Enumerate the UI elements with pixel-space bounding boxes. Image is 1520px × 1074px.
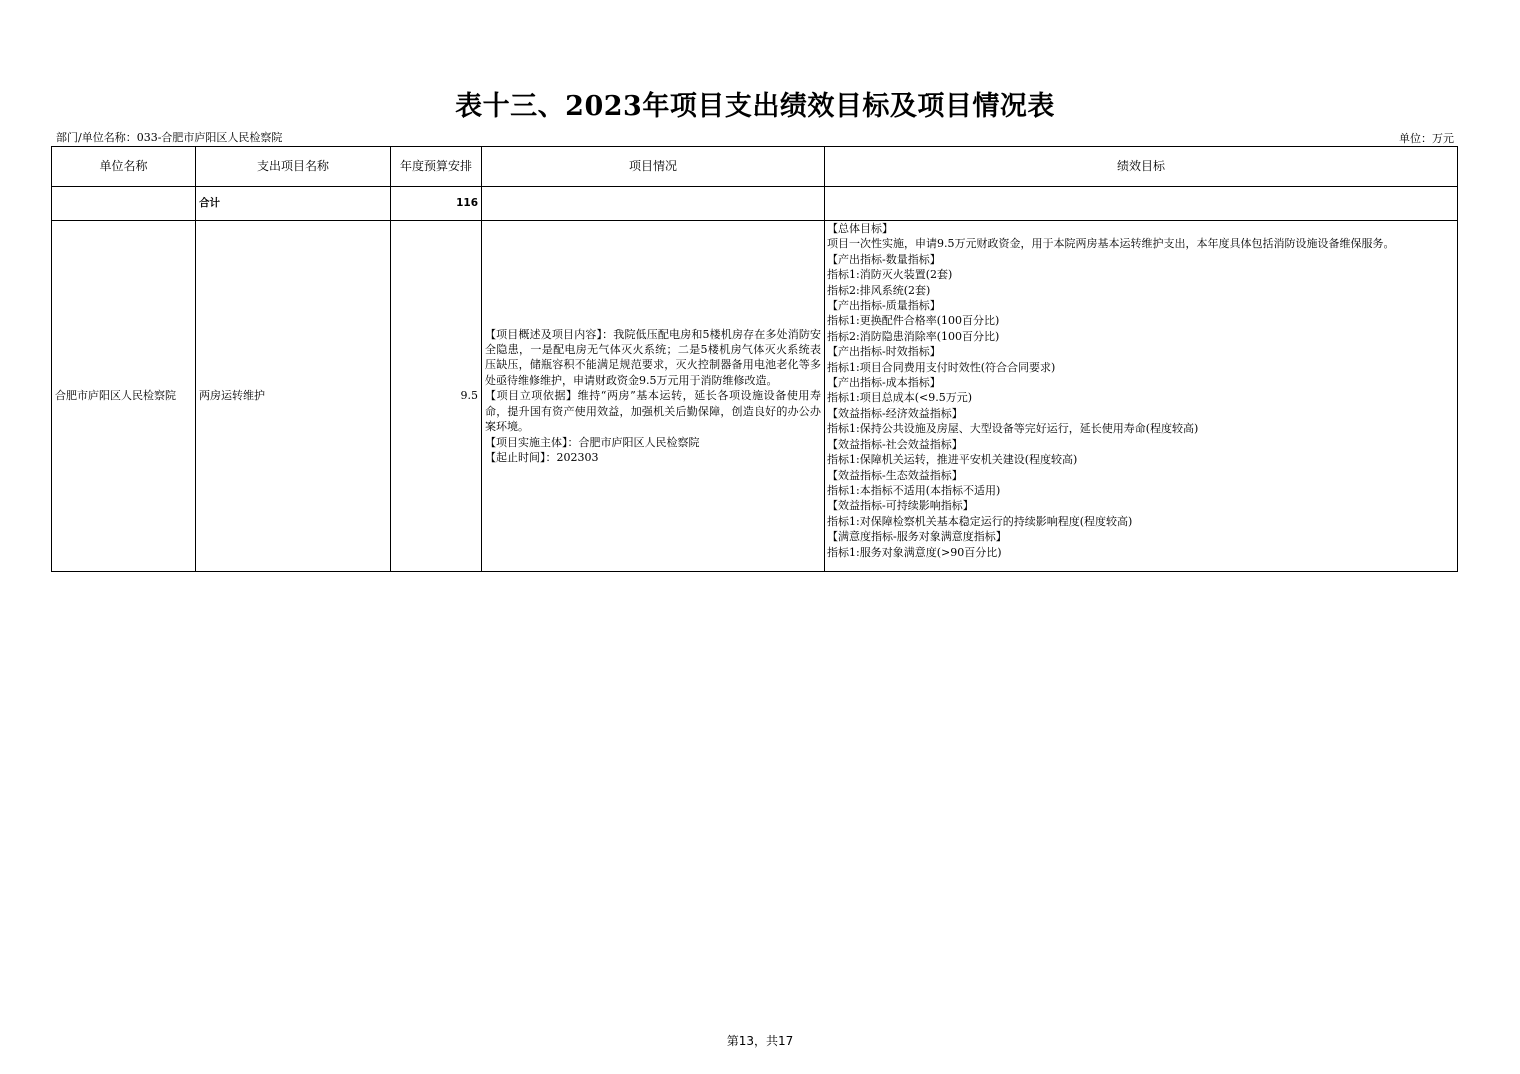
header-project-name: 支出项目名称 [196,147,391,187]
row-project-name: 两房运转维护 [196,221,391,572]
perf-line: 【总体目标】 [827,222,893,235]
page-title: 表十三、2023年项目支出绩效目标及项目情况表 [455,91,1055,122]
perf-line: 指标1:保持公共设施及房屋、大型设备等完好运行，延长使用寿命(程度较高) [827,422,1199,436]
department-label: 部门/单位名称：033-合肥市庐阳区人民检察院 [56,131,283,144]
perf-line: 【满意度指标-服务对象满意度指标】 [827,530,1007,544]
perf-line: 【效益指标-社会效益指标】 [827,437,963,451]
page-number: 第13，共17 [726,1034,794,1048]
header-unit-name: 单位名称 [52,147,196,187]
perf-line: 项目一次性实施，申请9.5万元财政资金，用于本院两房基本运转维护支出，本年度具体包括消防设施设备维保服务。 [827,237,1395,251]
total-value: 116 [391,187,482,221]
perf-line: 指标1:更换配件合格率(100百分比) [827,314,1000,328]
perf-line: 【效益指标-生态效益指标】 [827,468,963,482]
project-subject: 【项目实施主体】：合肥市庐阳区人民检察院 [485,435,700,449]
perf-line: 指标1:服务对象满意度(>90百分比) [827,545,1002,559]
perf-line: 指标2:消防隐患消除率(100百分比) [827,329,1000,343]
perf-line: 指标1:保障机关运转，推进平安机关建设(程度较高) [827,453,1078,467]
perf-line: 指标2:排风系统(2套) [827,283,931,297]
header-project-info: 项目情况 [482,147,825,187]
perf-line: 指标1:项目总成本(<9.5万元) [827,391,972,405]
performance-table [51,146,1458,572]
perf-line: 【产出指标-质量指标】 [827,299,941,313]
row-project-info [482,221,825,572]
perf-line: 【效益指标-可持续影响指标】 [827,499,974,513]
header-performance: 绩效目标 [825,147,1458,187]
row-budget: 9.5 [391,221,482,572]
total-empty-cell [482,187,825,221]
row-unit-name: 合肥市庐阳区人民检察院 [52,221,196,572]
total-label: 合计 [196,187,391,221]
total-empty-cell [52,187,196,221]
perf-line: 【效益指标-经济效益指标】 [827,406,963,420]
header-budget: 年度预算安排 [391,147,482,187]
project-basis: 【项目立项依据】维持“两房”基本运转，延长各项设施设备使用寿命，提升国有资产使用效益，加强机关后勤保障，创造良好的办公办案环境。 [485,389,821,434]
project-overview: 【项目概述及项目内容】：我院低压配电房和5楼机房存在多处消防安全隐患，一是配电房无气体灭火系统；二是5楼机房气体灭火系统表压缺压，储瓶容积不能满足规范要求，灭火控制器备用电池老化等多处亟待维修维护，申请财政资金9.5万元用于消防维修改造。 [485,327,821,387]
row-performance [825,221,1458,572]
project-period: 【起止时间】：202303 [485,450,599,464]
perf-line: 指标1:项目合同费用支付时效性(符合合同要求) [827,360,1056,374]
total-empty-cell [825,187,1458,221]
table-row [52,221,1458,572]
perf-line: 指标1:消防灭火装置(2套) [827,268,953,282]
perf-line: 【产出指标-数量指标】 [827,252,941,266]
perf-line: 指标1:本指标不适用(本指标不适用) [827,483,1001,497]
perf-line: 指标1:对保障检察机关基本稳定运行的持续影响程度(程度较高) [827,514,1133,528]
table-header-row [52,147,1458,187]
perf-line: 【产出指标-成本指标】 [827,376,941,390]
total-row [52,187,1458,221]
perf-line: 【产出指标-时效指标】 [827,345,941,359]
unit-label: 单位：万元 [1399,132,1454,145]
